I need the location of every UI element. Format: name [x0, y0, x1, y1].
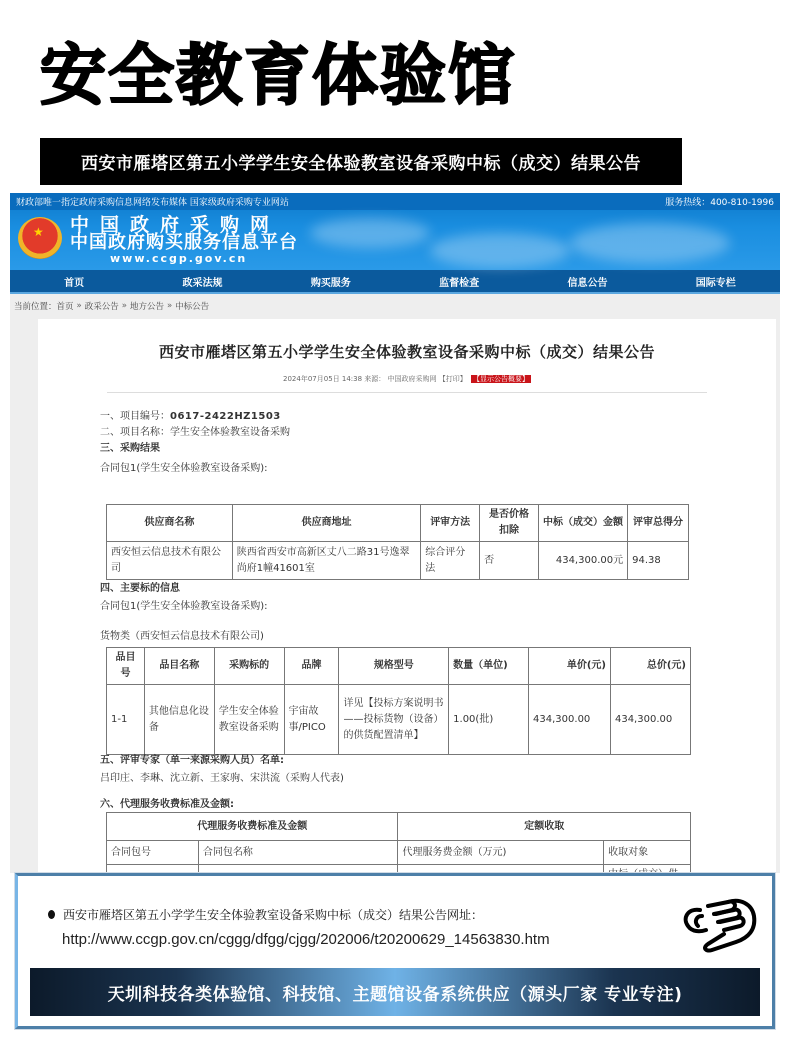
- project-number: 0617-2422HZ1503: [170, 411, 281, 422]
- procurement-target: 学生安全体验教室设备采购: [214, 685, 284, 755]
- price-deduction: 否: [480, 542, 539, 580]
- nav-announcements[interactable]: 信息公告: [567, 277, 608, 289]
- breadcrumb-local[interactable]: 地方公告: [129, 302, 164, 312]
- page-title: 安全教育体验馆: [40, 37, 516, 114]
- site-nav: [10, 270, 780, 294]
- site-logo-subtitle: 中国政府购买服务信息平台: [70, 232, 298, 253]
- supplier-address: 陕西省西安市高新区丈八二路31号逸翠尚府1幢41601室: [232, 542, 421, 580]
- table-header-row: 供应商名称 供应商地址 评审方法 是否价格扣除 中标（成交）金额 评审总得分: [107, 505, 689, 542]
- nav-home[interactable]: 首页: [64, 277, 85, 289]
- nav-regulations[interactable]: 政采法规: [182, 277, 223, 289]
- section-project-name: 二、项目名称：学生安全体验教室设备采购: [100, 427, 290, 438]
- package-label: 合同包1(学生安全体验教室设备采购):: [100, 463, 268, 474]
- subtitle-banner: 西安市雁塔区第五小学学生安全体验教室设备采购中标（成交）结果公告: [40, 138, 682, 185]
- supplier-name: 西安恒云信息技术有限公司: [107, 542, 233, 580]
- document-meta: [38, 374, 776, 384]
- breadcrumb-separator: »: [76, 301, 82, 311]
- item-table: [106, 647, 691, 755]
- site-topbar: [10, 193, 780, 210]
- site-logo-url: www.ccgp.gov.cn: [110, 252, 248, 265]
- section-project-number: 一、项目编号：0617-2422HZ1503: [100, 411, 281, 422]
- document-title: 西安市雁塔区第五小学学生安全体验教室设备采购中标（成交）结果公告: [158, 343, 655, 361]
- breadcrumb-separator: »: [166, 301, 173, 311]
- breadcrumb-label: 当前位置：: [14, 302, 57, 312]
- package-label-2: 合同包1(学生安全体验教室设备采购):: [100, 601, 268, 612]
- quantity: 1.00(批): [449, 685, 529, 755]
- project-name: 学生安全体验教室设备采购: [170, 427, 290, 438]
- section-result-heading: 三、采购结果: [100, 443, 160, 454]
- source-value: 中国政府采购网: [387, 375, 437, 383]
- url-info-panel: [15, 873, 775, 1029]
- national-emblem-icon: ★: [18, 217, 62, 259]
- review-method: 综合评分法: [421, 542, 480, 580]
- award-amount: 434,300.00元: [538, 542, 627, 580]
- pointing-hand-icon: [678, 894, 758, 956]
- table-group-header-row: 代理服务收费标准及金额 定额收取: [107, 813, 691, 841]
- breadcrumb-announcements[interactable]: 政采公告: [84, 302, 119, 312]
- print-link[interactable]: 【打印】: [438, 375, 467, 383]
- total-score: 94.38: [628, 542, 689, 580]
- site-header: [10, 193, 780, 270]
- announcement-url-link[interactable]: http://www.ccgp.gov.cn/cggg/dfgg/cjgg/202006/t20200629_14563830.htm: [62, 931, 550, 948]
- nav-supervision[interactable]: 监督检查: [439, 277, 480, 289]
- breadcrumb: [10, 294, 780, 318]
- announcement-document: [38, 319, 776, 879]
- company-slogan-banner: 天圳科技各类体验馆、科技馆、主题馆设备系统供应（源头厂家 专业专注): [30, 968, 760, 1016]
- table-row: [107, 542, 689, 580]
- bullet-icon: [48, 910, 55, 919]
- breadcrumb-award[interactable]: 中标公告: [175, 302, 210, 312]
- goods-category: 货物类（西安恒云信息技术有限公司): [100, 631, 264, 642]
- table-header-row: 合同包号 合同包名称 代理服务费金额（万元) 收取对象: [107, 841, 691, 865]
- show-summary-button[interactable]: 【显示公告概要】: [472, 375, 529, 383]
- item-name: 其他信息化设备: [144, 685, 214, 755]
- item-number: 1-1: [107, 685, 145, 755]
- table-header-row: 品目号 品目名称 采购标的 品牌 规格型号 数量（单位) 单价(元) 总价(元): [107, 648, 691, 685]
- brand: 宇宙故事/PICO: [284, 685, 339, 755]
- section-fee-heading: 六、代理服务收费标准及金额:: [100, 799, 234, 810]
- expert-list: 吕印庄、李琳、沈立新、王家驹、宋洪流（采购人代表): [100, 773, 344, 784]
- section-experts-heading: 五、评审专家（单一来源采购人员）名单:: [100, 755, 284, 766]
- source-label: 来源：: [364, 375, 386, 383]
- publish-datetime: 2024年07月05日 14:38: [283, 375, 363, 383]
- link-label: 西安市雁塔区第五小学学生安全体验教室设备采购中标（成交）结果公告网址：: [63, 908, 484, 922]
- section-main-items-heading: 四、主要标的信息: [100, 583, 180, 594]
- breadcrumb-home[interactable]: 首页: [56, 302, 74, 312]
- table-row: [107, 685, 691, 755]
- document-body: [100, 409, 740, 858]
- spec-model: 详见【投标方案说明书——投标货物（设备）的供货配置清单】: [339, 685, 449, 755]
- ccgp-website-screenshot: [10, 193, 780, 873]
- divider: [107, 392, 707, 393]
- unit-price: 434,300.00: [529, 685, 611, 755]
- link-label-row: [48, 906, 483, 923]
- total-price: 434,300.00: [610, 685, 690, 755]
- result-table: [106, 504, 689, 580]
- site-logo-title[interactable]: 中国政府采购网: [70, 214, 281, 236]
- service-hotline: 服务热线：400-810-1996: [665, 198, 774, 208]
- nav-international[interactable]: 国际专栏: [695, 277, 736, 289]
- nav-purchase-services[interactable]: 购买服务: [310, 277, 351, 289]
- breadcrumb-separator: »: [121, 301, 127, 311]
- topbar-slogan: 财政部唯一指定政府采购信息网络发布媒体 国家级政府采购专业网站: [16, 198, 289, 208]
